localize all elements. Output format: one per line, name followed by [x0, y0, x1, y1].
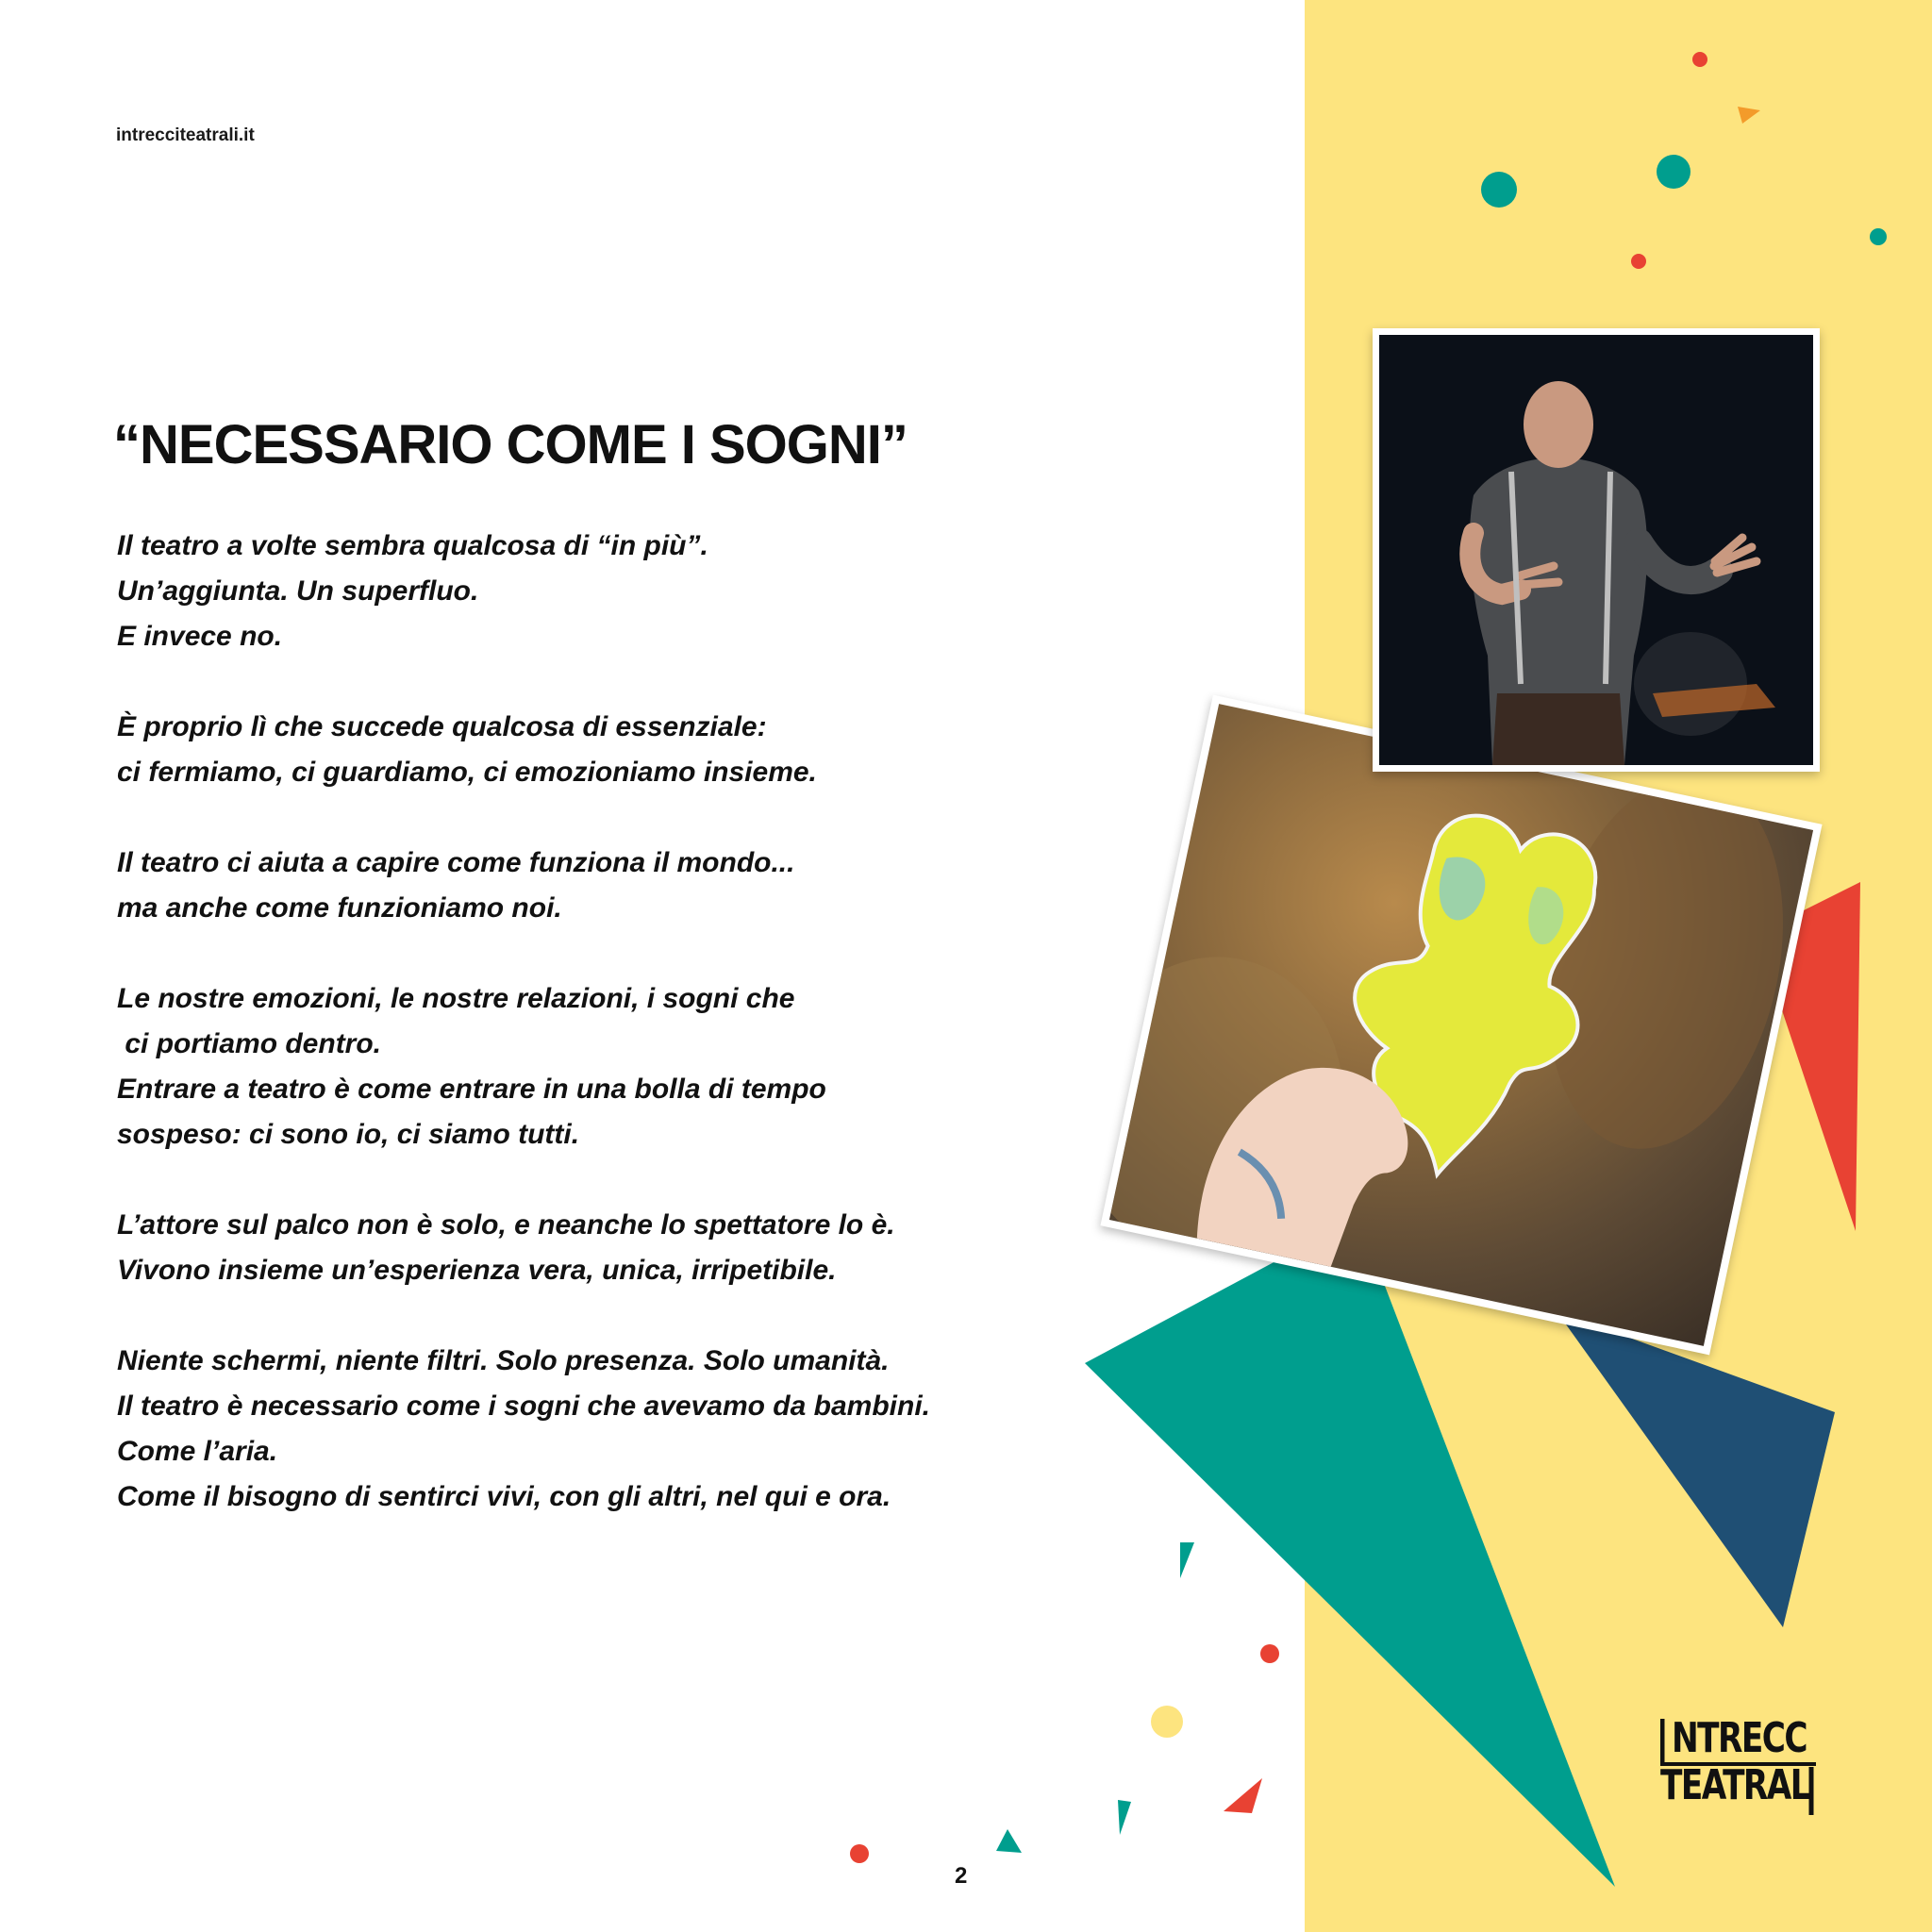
confetti-dot [850, 1844, 869, 1863]
actor-photo [1373, 328, 1820, 772]
orange-flag [1738, 107, 1760, 124]
page-title: “NECESSARIO COME I SOGNI” [113, 414, 908, 475]
body-line: L’attore sul palco non è solo, e neanche lo spettatore lo è. [117, 1209, 895, 1241]
site-url: intrecciteatrali.it [116, 125, 255, 145]
confetti-shard [1180, 1542, 1194, 1578]
confetti-dot [1692, 52, 1707, 67]
confetti-shard [996, 1829, 1022, 1853]
body-line: Vivono insieme un’esperienza vera, unica, irripetibile. [117, 1255, 837, 1286]
body-line: Le nostre emozioni, le nostre relazioni, i sogni che [117, 983, 795, 1014]
intrecci-teatrali-logo [1660, 1715, 1816, 1817]
actor-head [1524, 381, 1593, 468]
confetti-shard [1224, 1778, 1262, 1813]
body-line: Il teatro a volte sembra qualcosa di “in più”. [117, 530, 708, 561]
body-line: Come il bisogno di sentirci vivi, con gli altri, nel qui e ora. [117, 1481, 891, 1512]
body-line: ci portiamo dentro. [117, 1028, 382, 1059]
body-line: Niente schermi, niente filtri. Solo presenza. Solo umanità. [117, 1345, 890, 1376]
body-line: Come l’aria. [117, 1436, 278, 1467]
hand-puzzle-illustration [1109, 704, 1813, 1346]
logo-text-line1: NTRECC [1672, 1714, 1807, 1762]
page-number: 2 [955, 1863, 968, 1889]
body-line: ci fermiamo, ci guardiamo, ci emozioniamo insieme. [117, 757, 817, 788]
confetti-dot [1870, 228, 1887, 245]
confetti-dot [1481, 172, 1517, 208]
navy-triangle [1557, 1311, 1835, 1627]
confetti-dot [1631, 254, 1646, 269]
body-line: sospeso: ci sono io, ci siamo tutti. [117, 1119, 580, 1150]
body-line: E invece no. [117, 621, 283, 652]
logo-text-line2: TEATRAL [1660, 1761, 1810, 1809]
body-line: Il teatro è necessario come i sogni che avevamo da bambini. [117, 1391, 930, 1422]
body-line: Entrare a teatro è come entrare in una bolla di tempo [117, 1074, 826, 1105]
confetti-dot [1151, 1706, 1183, 1738]
body-line: ma anche come funzioniamo noi. [117, 892, 562, 924]
confetti-dot [1657, 155, 1690, 189]
body-line: Un’aggiunta. Un superfluo. [117, 575, 479, 607]
confetti-dot [1260, 1644, 1279, 1663]
confetti-shard [1118, 1800, 1131, 1835]
body-line: È proprio lì che succede qualcosa di essenziale: [117, 711, 767, 742]
body-line: Il teatro ci aiuta a capire come funziona il mondo... [117, 847, 795, 878]
actor-illustration [1379, 335, 1813, 765]
